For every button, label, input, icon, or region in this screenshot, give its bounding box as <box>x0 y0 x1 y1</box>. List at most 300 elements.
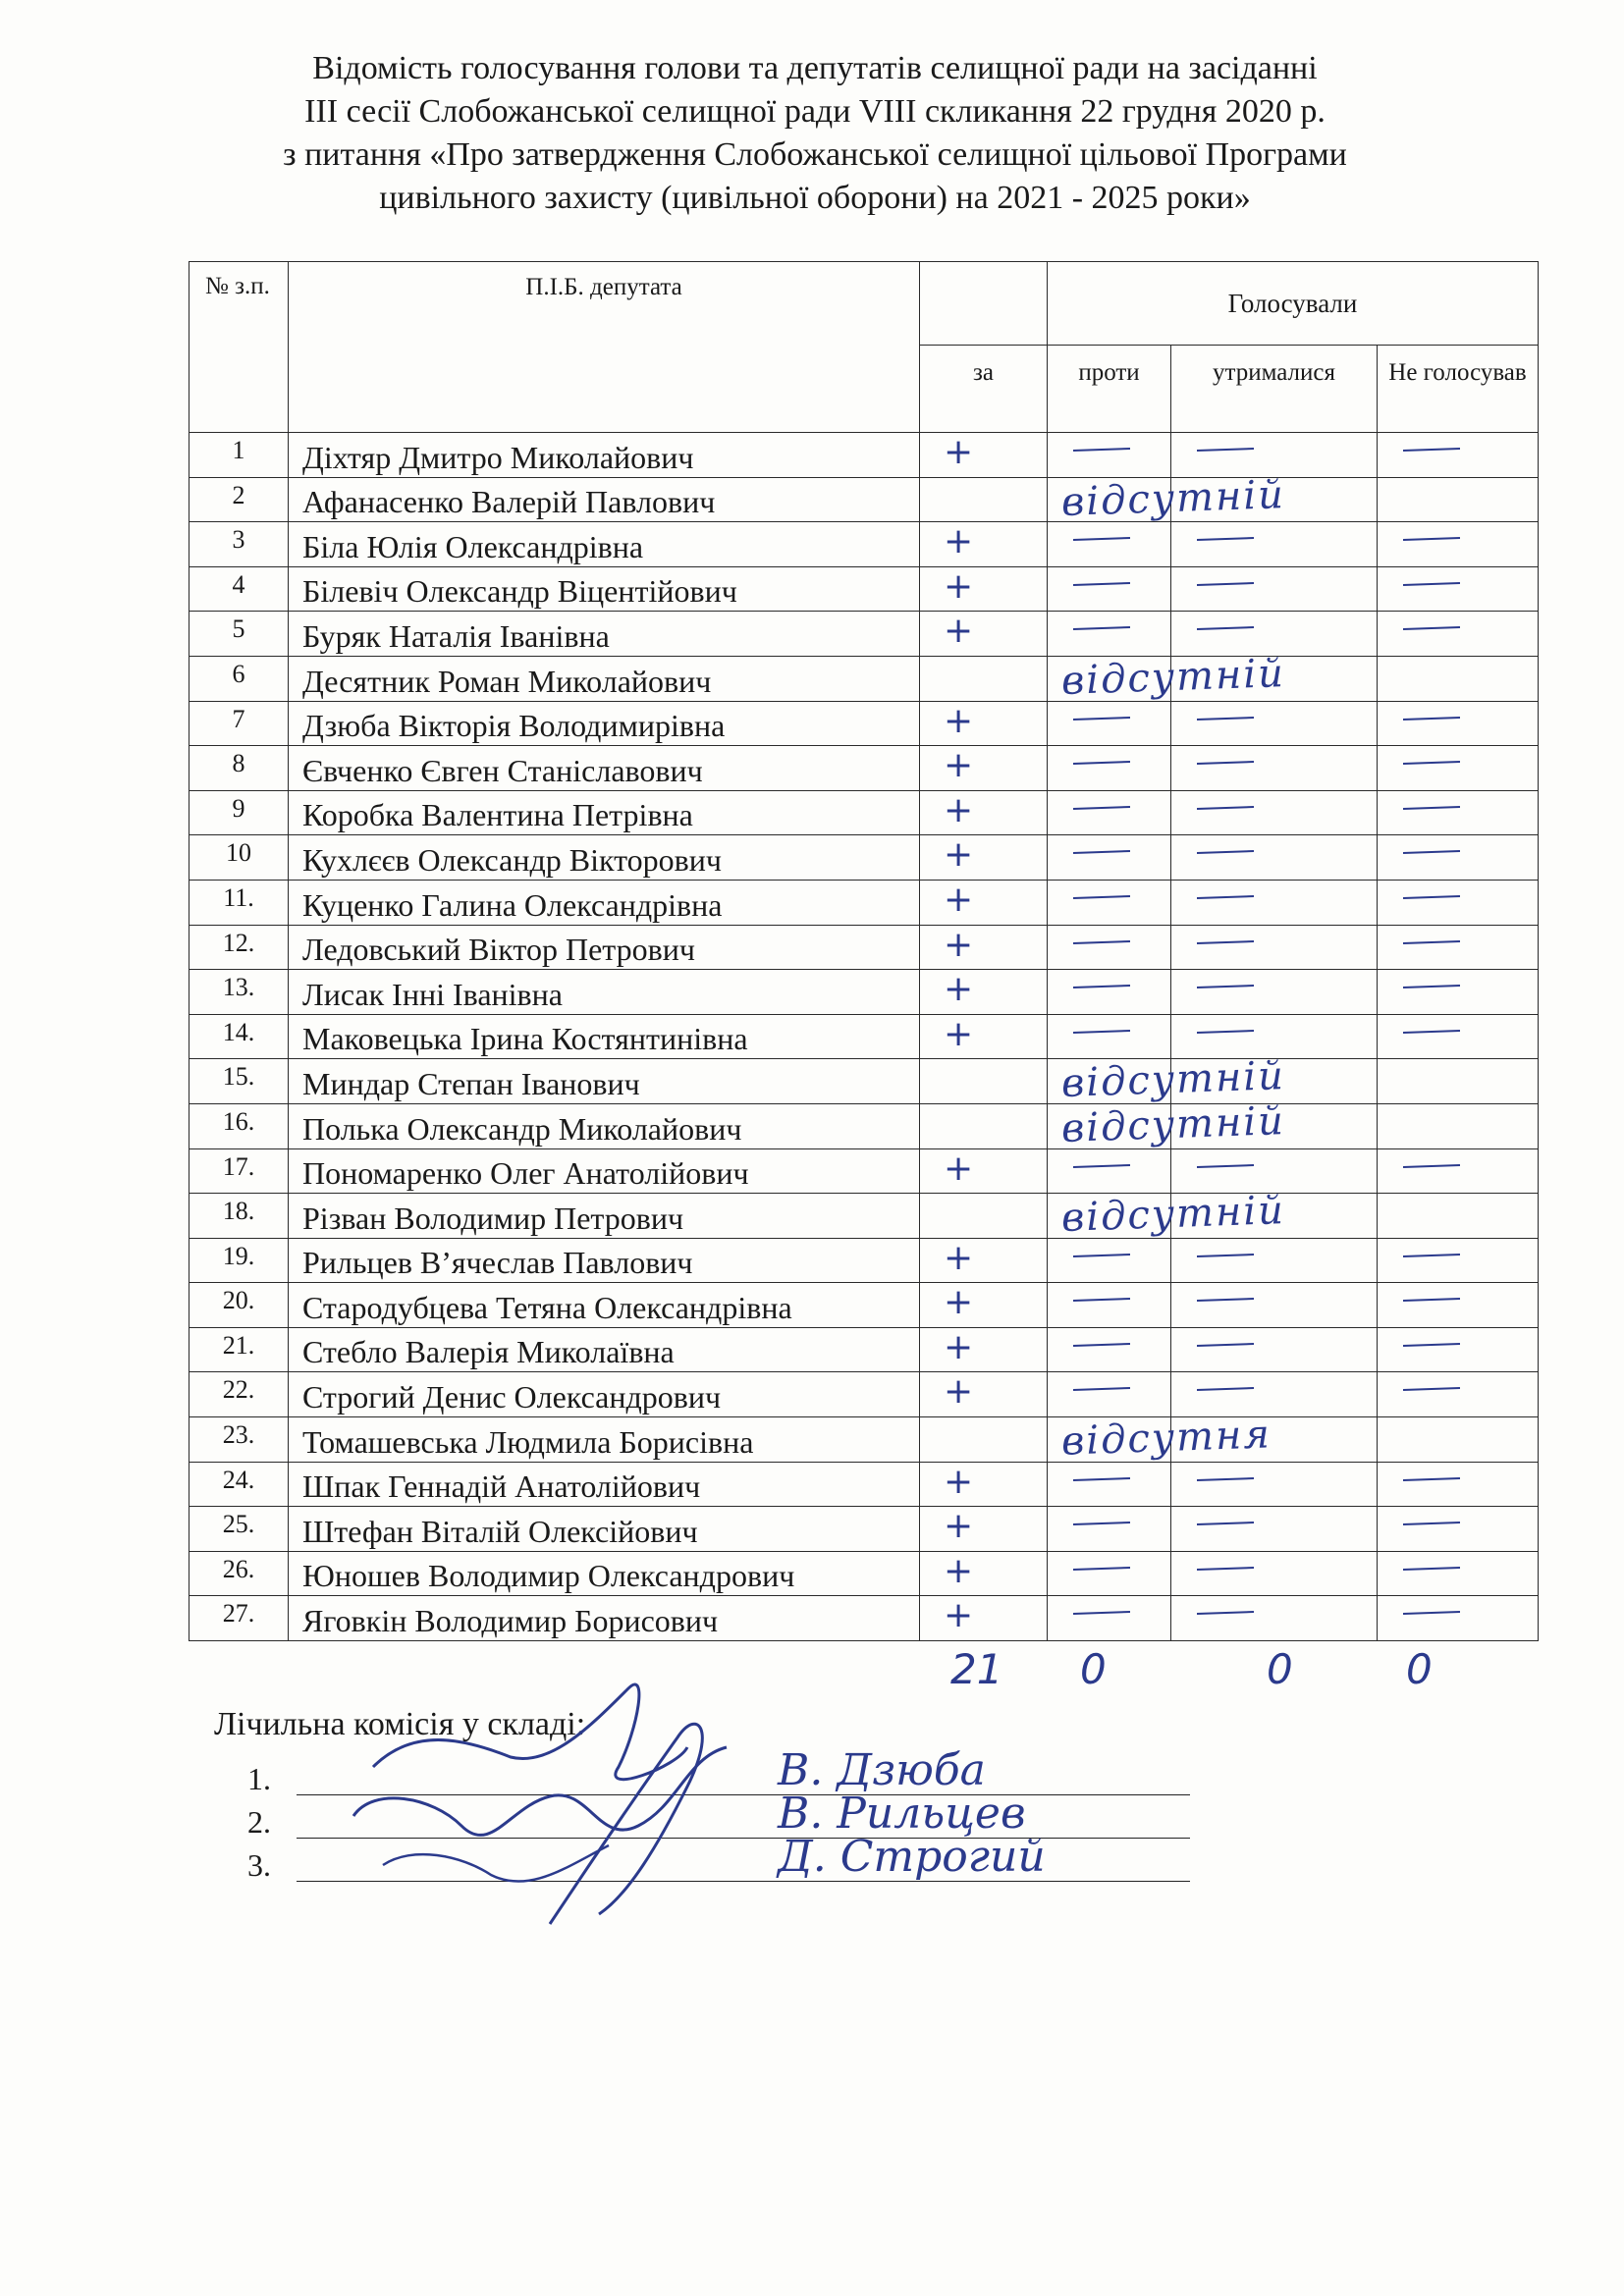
vote-abstained-cell <box>1171 1327 1378 1372</box>
commission-member-1: В. Дзюба <box>778 1745 986 1795</box>
vote-abstained-cell <box>1171 1194 1378 1239</box>
vote-dash-mark <box>1197 626 1254 630</box>
vote-abstained-cell <box>1171 566 1378 612</box>
vote-dash-mark <box>1073 1611 1130 1615</box>
vote-against-cell <box>1048 1148 1171 1194</box>
vote-dash-mark <box>1403 626 1460 630</box>
vote-dash-mark <box>1197 895 1254 899</box>
deputy-name: Строгий Денис Олександрович <box>289 1372 920 1417</box>
vote-not-voted-cell <box>1378 1148 1539 1194</box>
table-row <box>189 880 1539 925</box>
deputy-name: Миндар Степан Іванович <box>289 1059 920 1104</box>
vote-against-cell <box>1048 1097 1286 1151</box>
vote-not-voted-cell <box>1378 1283 1539 1328</box>
commission-number-1: 1. <box>247 1761 271 1796</box>
absent-note: відсутня <box>1060 1412 1272 1465</box>
row-number: 15. <box>189 1059 289 1104</box>
vote-dash-mark <box>1197 940 1254 944</box>
vote-dash-mark <box>1073 1254 1130 1257</box>
vote-dash-mark <box>1197 1387 1254 1391</box>
vote-against-cell <box>1048 1412 1272 1465</box>
vote-not-voted-cell <box>1378 880 1539 925</box>
deputy-name: Яговкін Володимир Борисович <box>289 1596 920 1641</box>
vote-not-voted-cell <box>1378 656 1539 701</box>
vote-dash-mark <box>1073 448 1130 452</box>
vote-for-mark: + <box>944 611 974 652</box>
vote-not-voted-cell <box>1378 1507 1539 1552</box>
row-number: 8 <box>189 746 289 791</box>
vote-against-cell <box>1048 522 1171 567</box>
vote-not-voted-cell <box>1378 746 1539 791</box>
vote-abstained-cell <box>1171 522 1378 567</box>
vote-not-voted-cell <box>1378 1014 1539 1059</box>
vote-abstained-cell <box>1171 790 1378 835</box>
vote-dash-mark <box>1403 850 1460 854</box>
vote-dash-mark <box>1403 895 1460 899</box>
vote-dash-mark <box>1073 1387 1130 1391</box>
vote-for-cell <box>920 1507 1048 1552</box>
vote-against-cell <box>1048 790 1171 835</box>
vote-against-cell <box>1048 1507 1171 1552</box>
deputy-name: Десятник Роман Миколайович <box>289 656 920 701</box>
row-number: 27. <box>189 1596 289 1641</box>
vote-against-cell <box>1048 970 1171 1015</box>
table-row <box>189 1194 1539 1239</box>
commission-member-2: В. Рильцев <box>778 1789 1026 1839</box>
total-abstained: 0 <box>1267 1645 1293 1693</box>
deputy-name: Томашевська Людмила Борисівна <box>289 1417 920 1463</box>
vote-dash-mark <box>1197 1163 1254 1167</box>
vote-dash-mark <box>1197 761 1254 765</box>
vote-against-cell <box>1048 880 1171 925</box>
vote-not-voted-cell <box>1378 925 1539 970</box>
vote-abstained-cell <box>1171 1238 1378 1283</box>
vote-for-cell <box>920 1327 1048 1372</box>
vote-not-voted-cell <box>1378 612 1539 657</box>
signature-scrawl-3 <box>550 1724 702 1924</box>
table-row <box>189 1417 1539 1463</box>
table-row <box>189 1507 1539 1552</box>
vote-dash-mark <box>1197 717 1254 721</box>
vote-dash-mark <box>1073 761 1130 765</box>
signature-rule-1 <box>297 1794 1190 1795</box>
vote-dash-mark <box>1073 850 1130 854</box>
vote-dash-mark <box>1403 1343 1460 1347</box>
vote-not-voted-cell <box>1378 1238 1539 1283</box>
total-not-voted: 0 <box>1406 1645 1433 1693</box>
vote-for-cell <box>920 1194 1048 1239</box>
vote-dash-mark <box>1073 1163 1130 1167</box>
deputy-name: Білевіч Олександр Віцентійович <box>289 566 920 612</box>
vote-dash-mark <box>1073 940 1130 944</box>
vote-against-cell <box>1048 612 1171 657</box>
row-number: 22. <box>189 1372 289 1417</box>
table-row <box>189 835 1539 881</box>
row-number: 18. <box>189 1194 289 1239</box>
vote-not-voted-cell <box>1378 1462 1539 1507</box>
vote-for-cell <box>920 1551 1048 1596</box>
vote-dash-mark <box>1073 626 1130 630</box>
vote-against-cell <box>1048 1462 1171 1507</box>
vote-for-mark: + <box>944 1327 974 1367</box>
vote-against-cell <box>1048 1551 1171 1596</box>
vote-for-cell <box>920 925 1048 970</box>
table-row <box>189 1148 1539 1194</box>
absent-note: відсутній <box>1060 471 1286 525</box>
vote-for-mark: + <box>944 1462 974 1502</box>
vote-for-mark: + <box>944 521 974 562</box>
vote-for-cell <box>920 970 1048 1015</box>
vote-not-voted-cell <box>1378 566 1539 612</box>
vote-against-cell <box>1048 566 1171 612</box>
vote-not-voted-cell <box>1378 970 1539 1015</box>
row-number: 9 <box>189 790 289 835</box>
row-number: 17. <box>189 1148 289 1194</box>
vote-for-cell <box>920 1059 1048 1104</box>
vote-dash-mark <box>1403 448 1460 452</box>
deputy-name: Ледовський Віктор Петрович <box>289 925 920 970</box>
row-number: 1 <box>189 433 289 478</box>
vote-dash-mark <box>1403 940 1460 944</box>
deputy-name: Кухлєєв Олександр Вікторович <box>289 835 920 881</box>
vote-not-voted-cell <box>1378 1194 1539 1239</box>
vote-against-cell <box>1048 1327 1171 1372</box>
vote-abstained-cell <box>1171 1507 1378 1552</box>
vote-against-cell <box>1048 1188 1286 1242</box>
row-number: 16. <box>189 1103 289 1148</box>
table-row <box>189 1327 1539 1372</box>
vote-abstained-cell <box>1171 1148 1378 1194</box>
title-line-1: Відомість голосування голови та депутатів селищної ради на засіданні <box>312 50 1318 86</box>
vote-for-mark: + <box>944 1014 974 1054</box>
vote-dash-mark <box>1403 717 1460 721</box>
vote-for-cell <box>920 566 1048 612</box>
vote-for-cell <box>920 477 1048 522</box>
vote-against-cell <box>1048 1238 1171 1283</box>
row-number: 14. <box>189 1014 289 1059</box>
vote-for-cell <box>920 612 1048 657</box>
vote-for-mark: + <box>944 790 974 830</box>
vote-not-voted-cell <box>1378 701 1539 746</box>
vote-for-cell <box>920 746 1048 791</box>
vote-for-cell <box>920 656 1048 701</box>
vote-against-cell <box>1048 835 1171 881</box>
vote-not-voted-cell <box>1378 1327 1539 1372</box>
vote-dash-mark <box>1073 985 1130 988</box>
row-number: 7 <box>189 701 289 746</box>
vote-dash-mark <box>1197 1343 1254 1347</box>
vote-dash-mark <box>1197 806 1254 810</box>
vote-abstained-cell <box>1171 612 1378 657</box>
vote-not-voted-cell <box>1378 433 1539 478</box>
table-row <box>189 1372 1539 1417</box>
vote-dash-mark <box>1403 537 1460 541</box>
deputy-name: Куценко Галина Олександрівна <box>289 880 920 925</box>
vote-dash-mark <box>1403 985 1460 988</box>
deputy-name: Біла Юлія Олександрівна <box>289 522 920 567</box>
vote-dash-mark <box>1073 1567 1130 1571</box>
row-number: 24. <box>189 1462 289 1507</box>
vote-not-voted-cell <box>1378 1551 1539 1596</box>
commission-line-1 <box>247 1761 271 1797</box>
row-number: 2 <box>189 477 289 522</box>
deputy-name: Різван Володимир Петрович <box>289 1194 920 1239</box>
vote-for-mark: + <box>944 1148 974 1189</box>
vote-dash-mark <box>1403 1522 1460 1525</box>
absent-note: відсутній <box>1060 1097 1286 1151</box>
vote-not-voted-cell <box>1378 835 1539 881</box>
signature-scrawl-2 <box>353 1747 727 1835</box>
vote-against-cell <box>1048 746 1171 791</box>
vote-dash-mark <box>1197 448 1254 452</box>
vote-for-mark: + <box>944 880 974 920</box>
row-number: 13. <box>189 970 289 1015</box>
vote-dash-mark <box>1073 1030 1130 1034</box>
row-number: 5 <box>189 612 289 657</box>
deputy-name: Коробка Валентина Петрівна <box>289 790 920 835</box>
row-number: 23. <box>189 1417 289 1463</box>
header-deputy-name: П.І.Б. депутата <box>289 262 920 433</box>
vote-for-mark: + <box>944 925 974 965</box>
vote-for-mark: + <box>944 1371 974 1413</box>
row-number: 3 <box>189 522 289 567</box>
deputy-name: Діхтяр Дмитро Миколайович <box>289 433 920 478</box>
table-row <box>189 790 1539 835</box>
deputy-name: Юношев Володимир Олександрович <box>289 1551 920 1596</box>
header-number: № з.п. <box>189 262 289 433</box>
signature-rule-3 <box>297 1881 1190 1882</box>
commission-member-3: Д. Строгий <box>778 1832 1046 1882</box>
vote-against-cell <box>1048 925 1171 970</box>
absent-note: відсутній <box>1060 651 1286 704</box>
document-title <box>147 47 1483 220</box>
vote-not-voted-cell <box>1378 477 1539 522</box>
table-row <box>189 1238 1539 1283</box>
vote-for-mark: + <box>944 1551 974 1591</box>
vote-not-voted-cell <box>1378 1596 1539 1641</box>
vote-against-cell <box>1048 1372 1171 1417</box>
row-number: 11. <box>189 880 289 925</box>
vote-for-cell <box>920 1462 1048 1507</box>
vote-not-voted-cell <box>1378 1417 1539 1463</box>
table-row <box>189 970 1539 1015</box>
vote-dash-mark <box>1197 1298 1254 1302</box>
table-row <box>189 1103 1539 1148</box>
vote-dash-mark <box>1403 806 1460 810</box>
vote-against-cell <box>1048 701 1171 746</box>
table-row <box>189 433 1539 478</box>
header-for: за <box>920 346 1048 433</box>
vote-for-cell <box>920 880 1048 925</box>
total-against: 0 <box>1080 1645 1107 1693</box>
vote-against-cell <box>1048 1596 1171 1641</box>
vote-dash-mark <box>1197 1030 1254 1034</box>
vote-abstained-cell <box>1171 1417 1378 1463</box>
vote-dash-mark <box>1073 1522 1130 1525</box>
deputy-name: Лисак Інні Іванівна <box>289 970 920 1015</box>
deputy-name: Пономаренко Олег Анатолійович <box>289 1148 920 1194</box>
vote-abstained-cell <box>1171 925 1378 970</box>
vote-dash-mark <box>1197 582 1254 586</box>
deputy-name: Штефан Віталій Олексійович <box>289 1507 920 1552</box>
vote-dash-mark <box>1073 895 1130 899</box>
vote-for-cell <box>920 1014 1048 1059</box>
row-number: 26. <box>189 1551 289 1596</box>
row-number: 20. <box>189 1283 289 1328</box>
table-row <box>189 1551 1539 1596</box>
vote-not-voted-cell <box>1378 1372 1539 1417</box>
deputy-name: Рильцев В’ячеслав Павлович <box>289 1238 920 1283</box>
vote-abstained-cell <box>1171 1596 1378 1641</box>
vote-dash-mark <box>1197 537 1254 541</box>
vote-dash-mark <box>1403 1567 1460 1571</box>
vote-dash-mark <box>1197 1254 1254 1257</box>
row-number: 6 <box>189 656 289 701</box>
vote-for-mark: + <box>944 834 974 876</box>
table-row <box>189 477 1539 522</box>
vote-abstained-cell <box>1171 1014 1378 1059</box>
table-row <box>189 612 1539 657</box>
title-line-3: з питання «Про затвердження Слобожанської селищної цільової Програми <box>283 136 1347 173</box>
vote-dash-mark <box>1073 1343 1130 1347</box>
header-against: проти <box>1048 346 1171 433</box>
vote-not-voted-cell <box>1378 790 1539 835</box>
vote-abstained-cell <box>1171 1283 1378 1328</box>
vote-for-cell <box>920 701 1048 746</box>
header-voted: Голосували <box>1048 262 1539 346</box>
vote-dash-mark <box>1073 1477 1130 1481</box>
title-line-2: ІІІ сесії Слобожанської селищної ради VІІІ скликання 22 грудня 2020 р. <box>304 93 1326 130</box>
row-number: 12. <box>189 925 289 970</box>
vote-abstained-cell <box>1171 1462 1378 1507</box>
vote-dash-mark <box>1073 1298 1130 1302</box>
vote-dash-mark <box>1403 1611 1460 1615</box>
vote-abstained-cell <box>1171 477 1378 522</box>
signature-scrawl-4 <box>383 1845 609 1882</box>
commission-number-2: 2. <box>247 1804 271 1840</box>
row-number: 25. <box>189 1507 289 1552</box>
vote-dash-mark <box>1403 761 1460 765</box>
vote-abstained-cell <box>1171 1103 1378 1148</box>
vote-for-cell <box>920 1372 1048 1417</box>
vote-against-cell <box>1048 1053 1286 1107</box>
vote-for-cell <box>920 1103 1048 1148</box>
table-row <box>189 656 1539 701</box>
vote-dash-mark <box>1403 1298 1460 1302</box>
deputy-name: Шпак Геннадій Анатолійович <box>289 1462 920 1507</box>
deputy-name: Полька Олександр Миколайович <box>289 1103 920 1148</box>
commission-line-3 <box>247 1847 271 1884</box>
deputy-name: Афанасенко Валерій Павлович <box>289 477 920 522</box>
vote-dash-mark <box>1073 806 1130 810</box>
vote-not-voted-cell <box>1378 1103 1539 1148</box>
vote-for-mark: + <box>944 1282 974 1323</box>
vote-for-mark: + <box>944 745 974 786</box>
vote-not-voted-cell <box>1378 1059 1539 1104</box>
title-line-4: цивільного захисту (цивільної оборони) на 2021 - 2025 роки» <box>379 180 1251 216</box>
vote-for-cell <box>920 1596 1048 1641</box>
vote-abstained-cell <box>1171 701 1378 746</box>
vote-dash-mark <box>1197 1477 1254 1481</box>
vote-abstained-cell <box>1171 970 1378 1015</box>
deputy-name: Стебло Валерія Миколаївна <box>289 1327 920 1372</box>
table-row <box>189 1596 1539 1641</box>
row-number: 19. <box>189 1238 289 1283</box>
absent-note: відсутній <box>1060 1053 1286 1107</box>
table-row <box>189 746 1539 791</box>
deputy-name: Євченко Євген Станіславович <box>289 746 920 791</box>
table-row <box>189 701 1539 746</box>
vote-for-mark: + <box>944 566 974 607</box>
total-for: 21 <box>950 1645 1003 1693</box>
table-row <box>189 1462 1539 1507</box>
header-empty <box>920 262 1048 346</box>
vote-dash-mark <box>1403 1477 1460 1481</box>
vote-abstained-cell <box>1171 1551 1378 1596</box>
vote-for-cell <box>920 433 1048 478</box>
vote-abstained-cell <box>1171 433 1378 478</box>
vote-abstained-cell <box>1171 746 1378 791</box>
table-row <box>189 522 1539 567</box>
vote-for-mark: + <box>944 432 974 472</box>
vote-dash-mark <box>1403 1030 1460 1034</box>
vote-for-cell <box>920 835 1048 881</box>
vote-for-cell <box>920 1417 1048 1463</box>
vote-dash-mark <box>1403 1254 1460 1257</box>
vote-against-cell <box>1048 1014 1171 1059</box>
vote-abstained-cell <box>1171 835 1378 881</box>
table-row <box>189 1283 1539 1328</box>
vote-dash-mark <box>1403 1387 1460 1391</box>
vote-against-cell <box>1048 651 1286 704</box>
vote-for-mark: + <box>944 969 974 1010</box>
vote-dash-mark <box>1403 1163 1460 1167</box>
header-abstained: утрималися <box>1171 346 1378 433</box>
voting-table <box>189 261 1539 1641</box>
vote-dash-mark <box>1073 717 1130 721</box>
vote-dash-mark <box>1403 582 1460 586</box>
vote-for-mark: + <box>944 1506 974 1547</box>
table-row <box>189 1059 1539 1104</box>
commission-label: Лічильна комісія у складі: <box>214 1706 586 1742</box>
vote-for-mark: + <box>944 701 974 741</box>
vote-not-voted-cell <box>1378 522 1539 567</box>
table-row <box>189 1014 1539 1059</box>
vote-dash-mark <box>1197 1567 1254 1571</box>
header-not-voted: Не голосував <box>1378 346 1539 433</box>
absent-note: відсутній <box>1060 1188 1286 1242</box>
vote-abstained-cell <box>1171 1372 1378 1417</box>
row-number: 10 <box>189 835 289 881</box>
vote-for-cell <box>920 790 1048 835</box>
commission-line-2 <box>247 1804 271 1841</box>
vote-dash-mark <box>1197 1522 1254 1525</box>
vote-against-cell <box>1048 471 1286 525</box>
vote-for-cell <box>920 1283 1048 1328</box>
deputy-name: Буряк Наталія Іванівна <box>289 612 920 657</box>
table-row <box>189 566 1539 612</box>
vote-dash-mark <box>1197 1611 1254 1615</box>
vote-abstained-cell <box>1171 880 1378 925</box>
deputy-name: Стародубцева Тетяна Олександрівна <box>289 1283 920 1328</box>
vote-dash-mark <box>1073 582 1130 586</box>
vote-for-cell <box>920 1148 1048 1194</box>
vote-for-mark: + <box>944 1595 974 1636</box>
vote-dash-mark <box>1073 537 1130 541</box>
vote-against-cell <box>1048 433 1171 478</box>
vote-for-cell <box>920 1238 1048 1283</box>
vote-dash-mark <box>1197 985 1254 988</box>
